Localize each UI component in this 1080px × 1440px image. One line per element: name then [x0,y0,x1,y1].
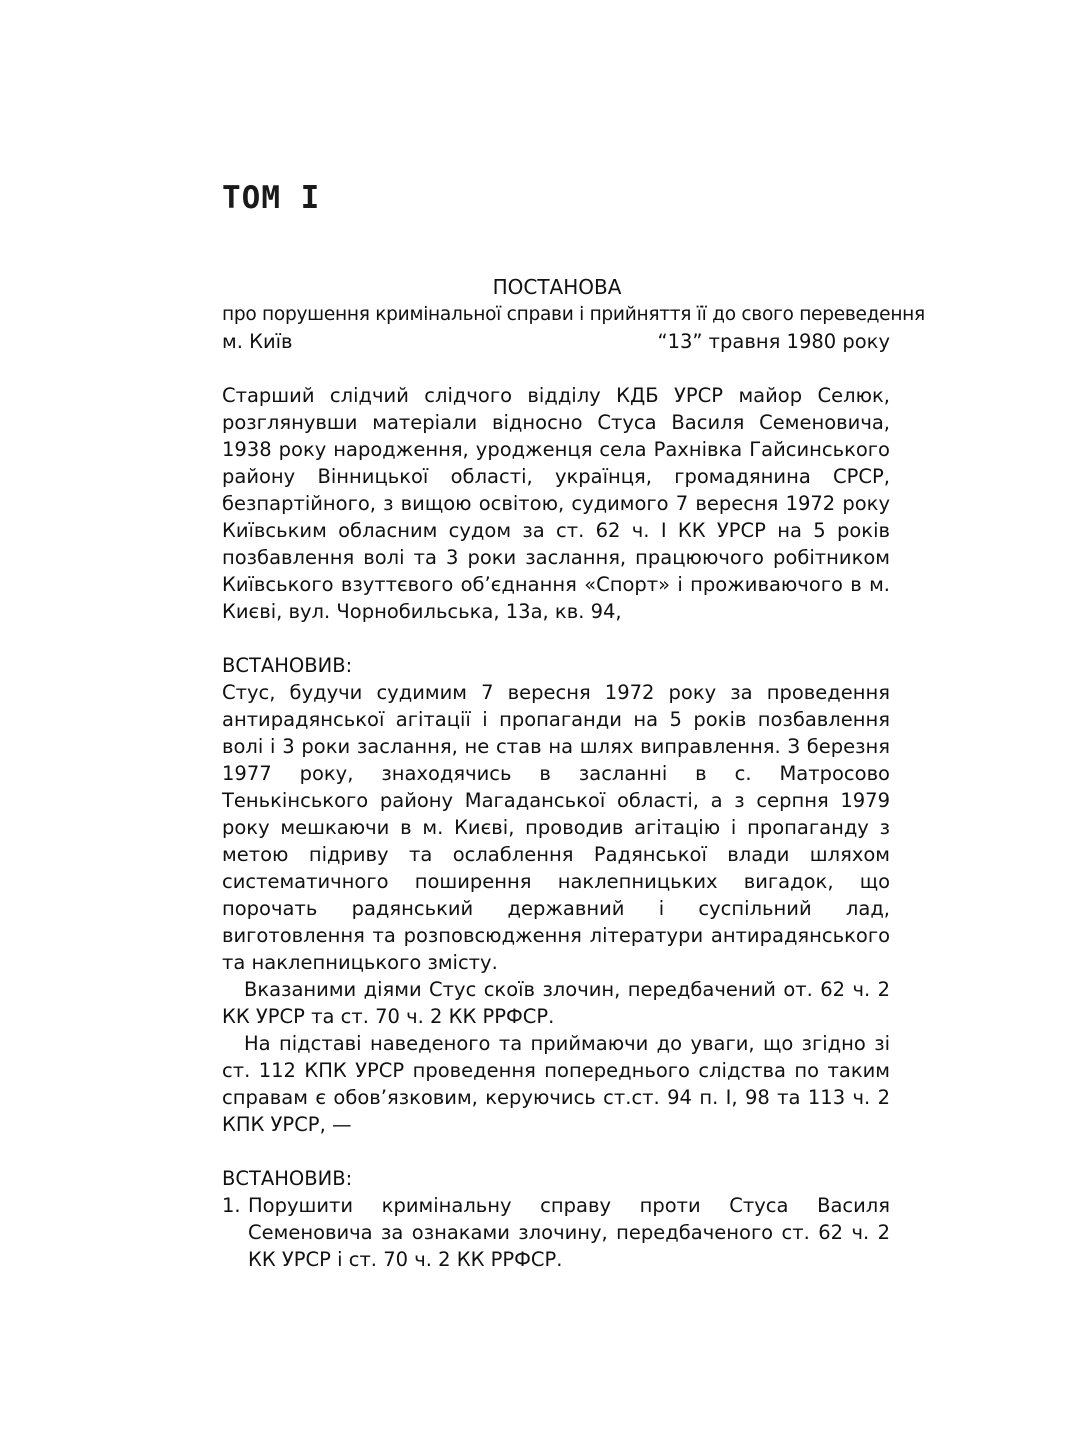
intro-paragraph: Старший слідчий слідчого відділу КДБ УРСР майор Селюк, розглянувши матеріали відносно Стуса Василя Семеновича, 1938 року народження, уродженця села Рахнівка Гайсинського району Вінницької області, українця, громадянина СРСР, безпартійного, з вищою освітою, судимого 7 вересня 1972 року Київським обласним судом за ст. 62 ч. I КК УРСР на 5 років позбавлення волі та 3 роки заслання, працюючого робітником Київського взуттєвого об’єднання «Спорт» і проживаючого в м. Києві, вул. Чорнобильська, 13а, кв. 94, [222,384,890,623]
section-label-decided: ВСТАНОВИВ: [222,1167,353,1190]
grounds-paragraph: На підставі наведеного та приймаючи до уваги, що згідно зі ст. 112 КПК УРСР проведення попереднього слідства по таким справам є обов’язковим, керуючись ст.ст. 94 п. I, 98 та 113 ч. 2 КПК УРСР, — [222,1032,890,1136]
place-date-row [222,328,890,355]
item-number: 1. [222,1194,241,1217]
section-label-established: ВСТАНОВИВ: [222,654,353,677]
document-date: “13” травня 1980 року [657,330,890,353]
findings-paragraph: Стус, будучи судимим 7 вересня 1972 року за проведення антирадянської агітації і пропаганди на 5 років позбавлення волі і 3 роки заслання, не став на шлях виправлення. З березня 1977 року, знаходячись в засланні в с. Матросово Тенькінського району Магаданської області, а з серпня 1979 року мешкаючи в м. Києві, проводив агітацію і пропаганду з метою підриву та ослаблення Радянської влади шляхом систематичного поширення наклепницьких вигадок, що порочать радянський державний і суспільний лад, виготовлення та розповсюдження літератури антирадянського та наклепницького змісту. [222,681,890,974]
numbered-item [222,1192,890,1273]
item-text: Порушити кримінальну справу проти Стуса Василя Семеновича за ознаками злочину, передбаченого ст. 62 ч. 2 КК УРСР і ст. 70 ч. 2 КК РРФСР. [248,1194,890,1271]
spacer [222,355,890,382]
document-heading: ПОСТАНОВА [492,275,622,299]
crime-paragraph: Вказаними діями Стус скоїв злочин, передбачений от. 62 ч. 2 КК УРСР та ст. 70 ч. 2 КК РРФСР. [222,978,890,1028]
spacer [222,625,890,652]
volume-title: ТОМ I [222,180,321,216]
resolution-document [222,274,925,1273]
spacer [222,1138,890,1165]
document-place: м. Київ [222,330,293,353]
document-subheading: про порушення кримінальної справи і прийняття її до свого переведення [222,304,925,325]
